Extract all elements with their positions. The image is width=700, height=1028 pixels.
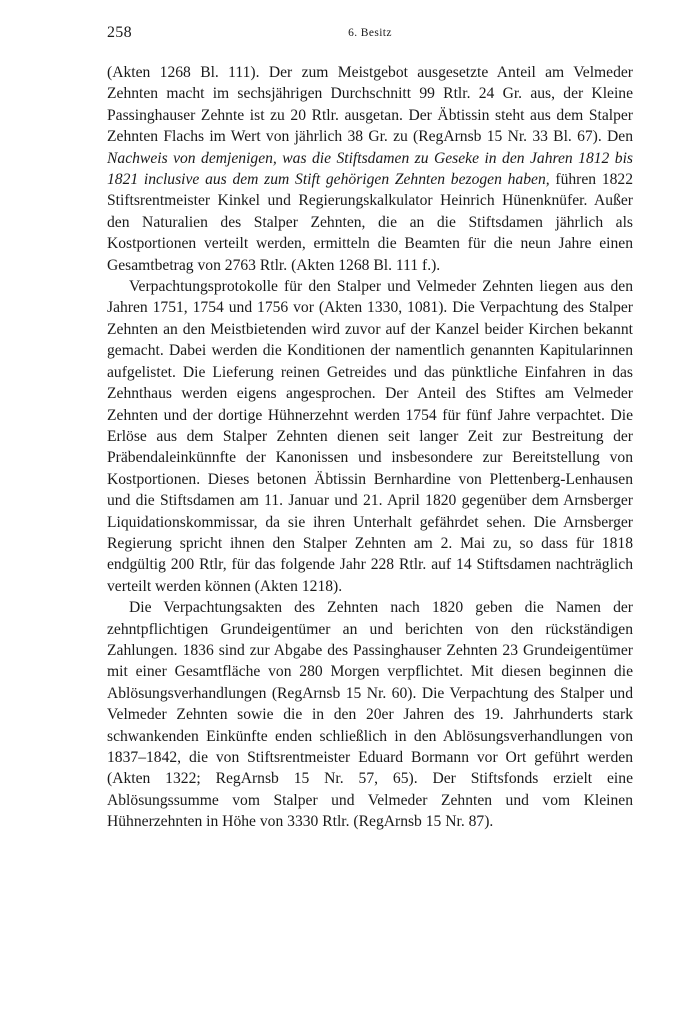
page-header bbox=[107, 24, 633, 44]
paragraph-1-italic-title: Nachweis von demjenigen, was die Stiftsdamen zu Geseke in den Jahren 1812 bis 1821 inclusive aus dem zum Stift gehörigen Zehnten bezogen haben, bbox=[107, 149, 633, 189]
paragraph-2-text: Verpachtungsprotokolle für den Stalper und Velmeder Zehnten liegen aus den Jahren 1751, 1754 und 1756 vor (Akten 1330, 1081). Die Verpachtung des Stalper Zehnten an den Meistbietenden wird zuvor auf der Kanzel beider Kirchen bekannt gemacht. Dabei werden die Konditionen der namentlich genannten Kapitularinnen aufgelistet. Die Lieferung reinen Getreides und das pünktliche Einfahren in das Zehnthaus werden eigens angesprochen. Der Anteil des Stiftes am Velmeder Zehnten und der dortige Hühnerzehnt werden 1754 für fünf Jahre verpachtet. Die Erlöse aus dem Stalper Zehnten dienen seit langer Zeit zur Bestreitung der Präbendaleinkünnfte der Kanonissen und insbesondere zur Bereitstellung von Kostportionen. Dieses betonen Äbtissin Bernhardine von Plettenberg-Lenhausen und die Stiftsdamen am 11. Januar und 21. April 1820 gegenüber dem Arnsberger Liquidationskommissar, da sie ihren Unterhalt gefährdet sehen. Die Arnsberger Regierung spricht ihnen den Stalper Zehnten am 2. Mai zu, so dass für 1818 endgültig 200 Rtlr, für das folgende Jahr 228 Rtlr. auf 14 Stiftsdamen nachträglich verteilt werden können (Akten 1218). bbox=[107, 278, 633, 595]
paragraph-1-text-continued: führen 1822 Stiftsrentmeister Kinkel und Regierungskalkulator Heinrich Hünenknüfer. Außer den Naturalien des Stalper Zehnten, die an die Stiftsdamen jährlich als Kostportionen verteilt werden, ermitteln die Beamten für die neun Jahre einen Gesamtbetrag von 2763 Rtlr. (Akten 1268 Bl. 111 f.). bbox=[107, 171, 634, 274]
paragraph-2 bbox=[107, 276, 633, 597]
paragraph-3 bbox=[107, 597, 633, 832]
running-head: 6. Besitz bbox=[348, 27, 392, 39]
body-text bbox=[107, 62, 633, 833]
page-number: 258 bbox=[107, 24, 132, 41]
paragraph-1-text: (Akten 1268 Bl. 111). Der zum Meistgebot ausgesetzte Anteil am Velmeder Zehnten macht im sechsjährigen Durchschnitt 99 Rtlr. 24 Gr. aus, der Kleine Passinghauser Zehnte ist zu 20 Rtlr. ausgetan. Der Äbtissin steht aus dem Stalper Zehnten Flachs im Wert von jährlich 38 Gr. zu (RegArnsb 15 Nr. 33 Bl. 67). Den bbox=[107, 64, 633, 146]
paragraph-3-text: Die Verpachtungsakten des Zehnten nach 1820 geben die Namen der zehntpflichtigen Grundeigentümer an und berichten von den rückständigen Zahlungen. 1836 sind zur Abgabe des Passinghauser Zehnten 23 Grundeigentümer mit einer Gesamtfläche von 280 Morgen verpflichtet. Mit diesen beginnen die Ablösungsverhandlungen (RegArnsb 15 Nr. 60). Die Verpachtung des Stalper und Velmeder Zehnten sowie die in den 20er Jahren des 19. Jahrhunderts stark schwankenden Einkünfte enden schließlich in den Ablösungsverhandlungen von 1837–1842, die von Stiftsrentmeister Eduard Bormann vor Ort geführt werden (Akten 1322; RegArnsb 15 Nr. 57, 65). Der Stiftsfonds erzielt eine Ablösungssumme vom Stalper und Velmeder Zehnten und vom Kleinen Hühnerzehnten in Höhe von 3330 Rtlr. (RegArnsb 15 Nr. 87). bbox=[107, 599, 633, 831]
paragraph-1 bbox=[107, 62, 633, 276]
